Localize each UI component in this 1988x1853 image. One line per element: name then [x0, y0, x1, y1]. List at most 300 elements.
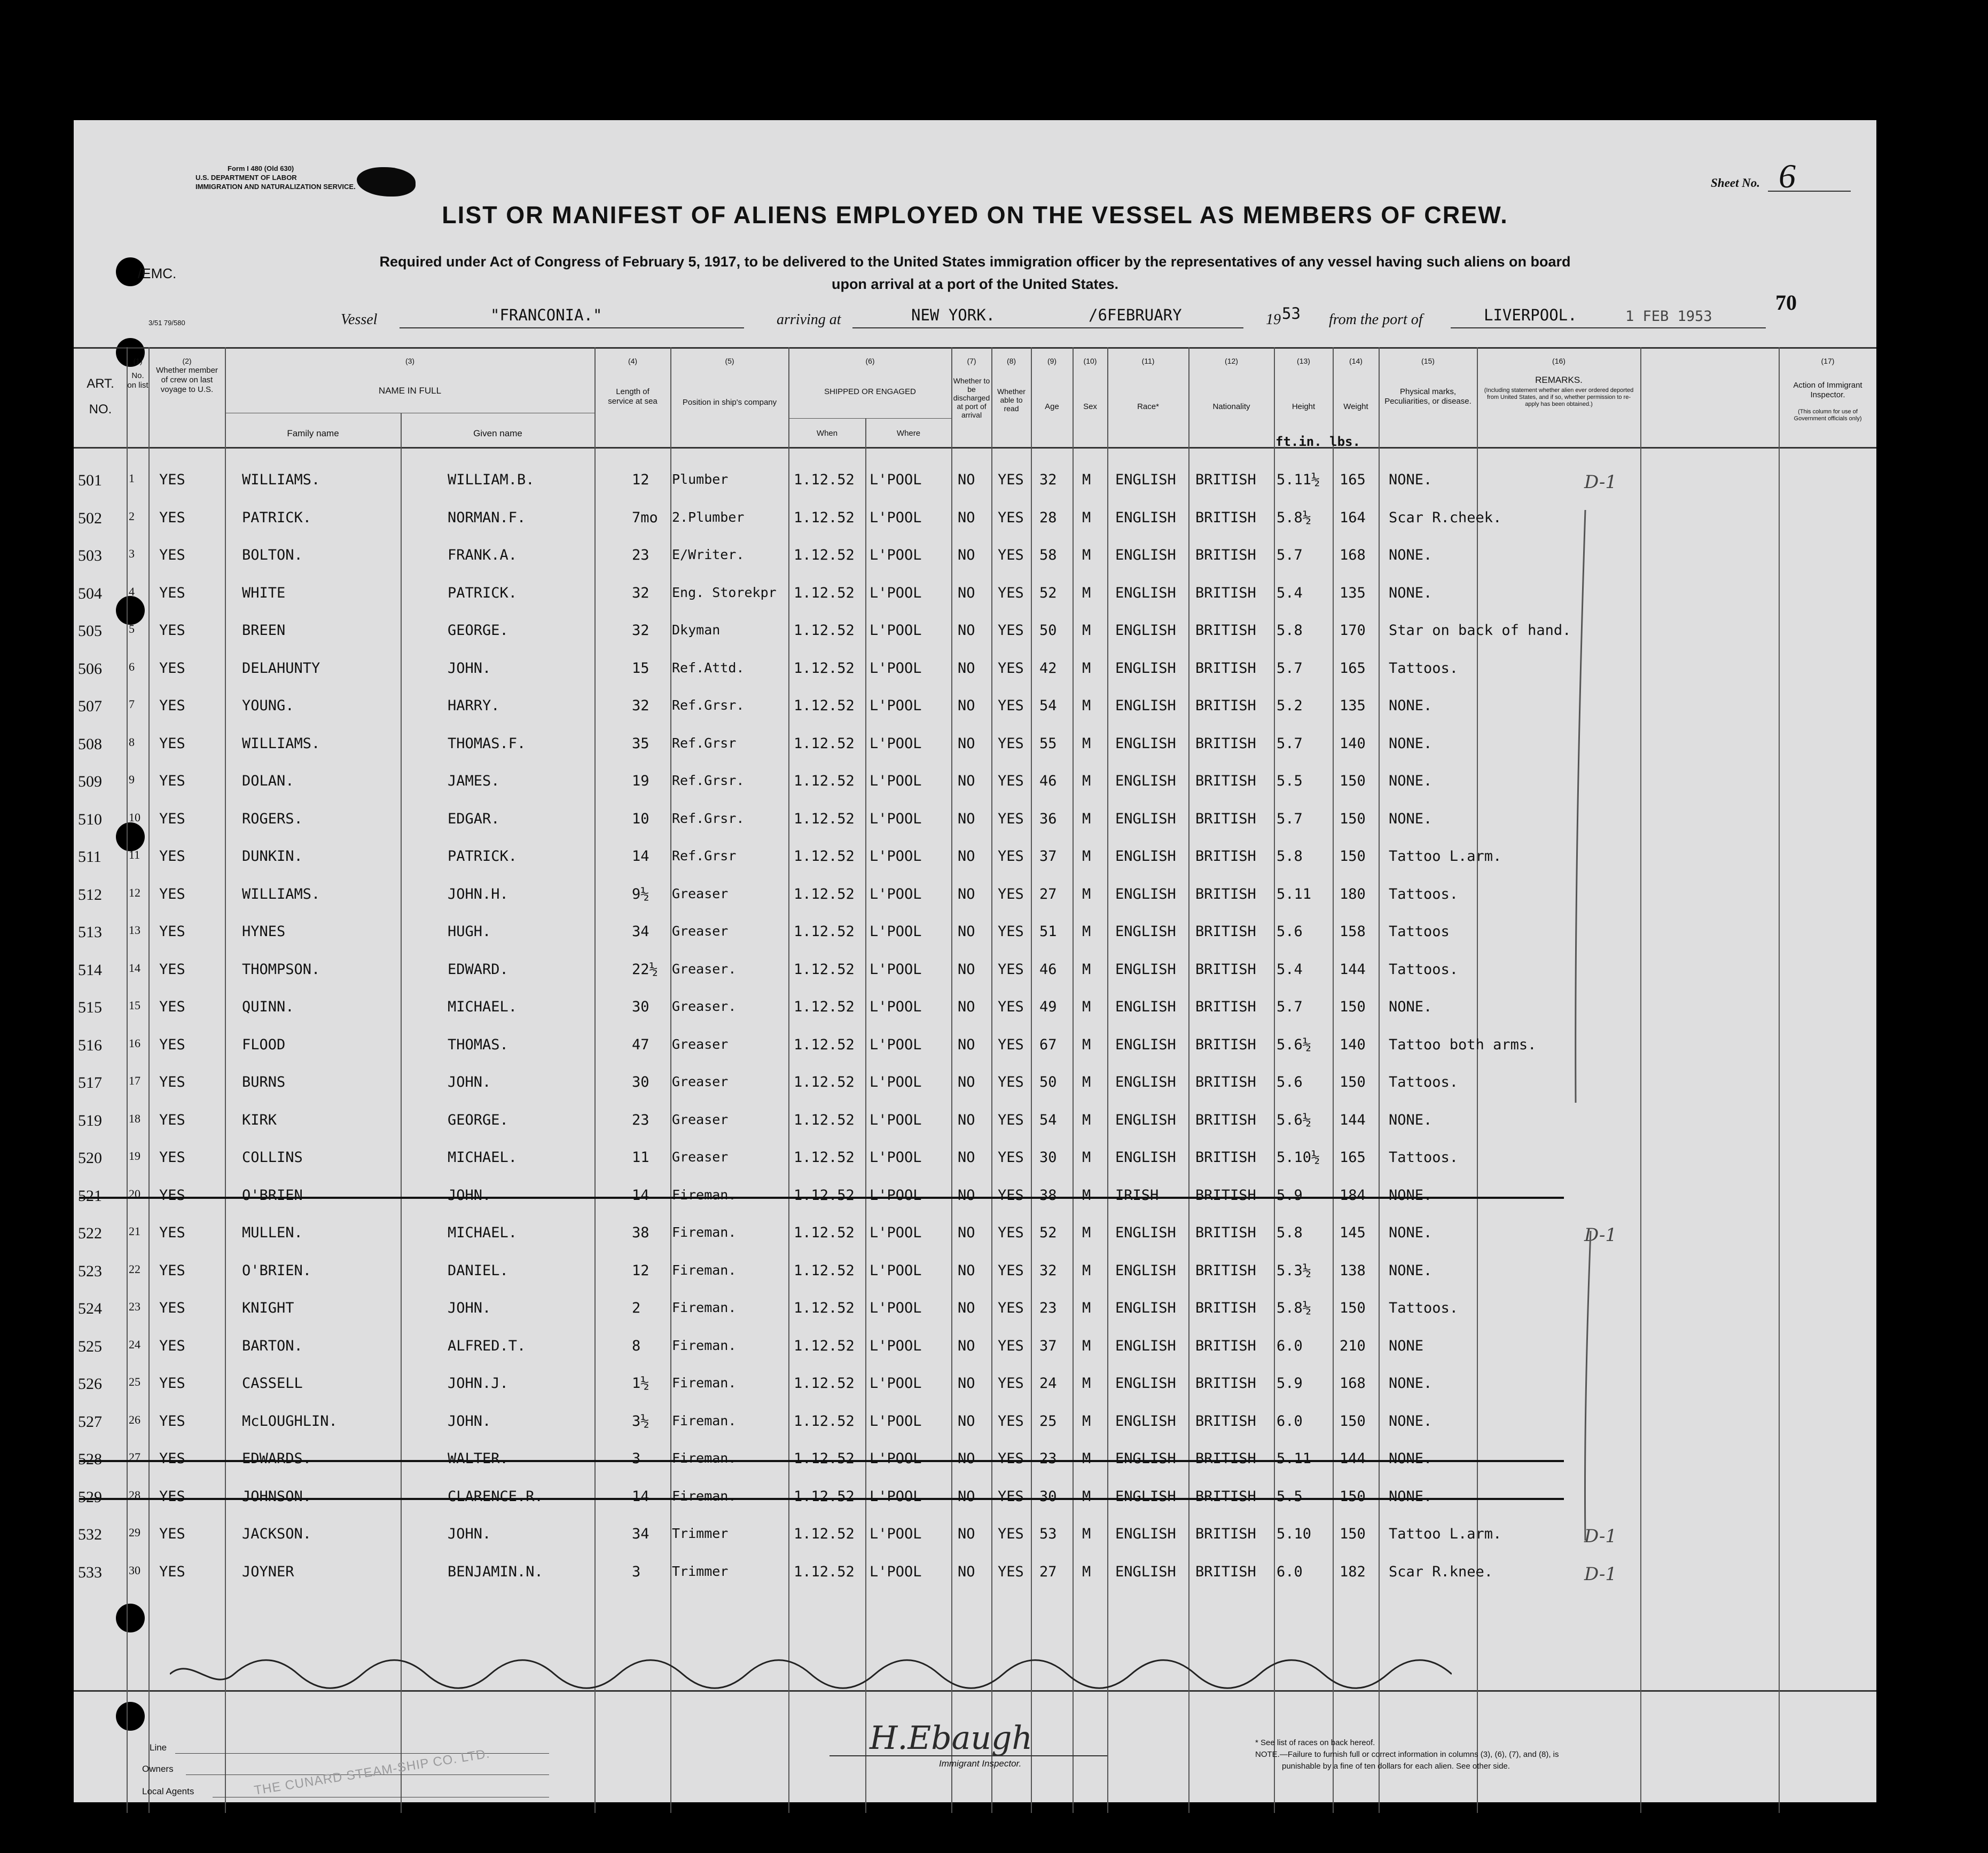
- row-discharged: NO: [958, 1074, 975, 1090]
- row-nationality: BRITISH: [1195, 848, 1256, 865]
- row-race: ENGLISH: [1115, 923, 1176, 940]
- row-sex: M: [1082, 1111, 1091, 1128]
- form-line: U.S. DEPARTMENT OF LABOR: [195, 174, 297, 182]
- row-physical-marks: NONE.: [1389, 1111, 1433, 1128]
- row-family-name: BOLTON.: [242, 547, 303, 563]
- row-list-no: 29: [129, 1526, 140, 1539]
- row-physical-marks: NONE.: [1389, 547, 1433, 563]
- row-nationality: BRITISH: [1195, 961, 1256, 978]
- row-list-no: 21: [129, 1224, 140, 1238]
- row-position: Ref.Grsr: [672, 848, 737, 863]
- row-when: 1.12.52: [794, 923, 855, 940]
- row-height: 5.9: [1277, 1187, 1303, 1204]
- row-race: ENGLISH: [1115, 1036, 1176, 1053]
- row-given-name: THOMAS.: [448, 1036, 508, 1053]
- row-where: L'POOL: [870, 697, 922, 714]
- row-nationality: BRITISH: [1195, 1074, 1256, 1090]
- row-list-no: 30: [129, 1563, 140, 1577]
- row-age: 30: [1039, 1149, 1057, 1166]
- manifest-page: [74, 120, 1876, 1802]
- row-position: Fireman.: [672, 1337, 737, 1353]
- row-height: 5.7: [1277, 810, 1303, 827]
- row-art-no: 509: [78, 773, 102, 790]
- row-race: ENGLISH: [1115, 1300, 1176, 1316]
- row-weight: 150: [1340, 1300, 1366, 1316]
- row-where: L'POOL: [870, 1187, 922, 1204]
- col-header-service: Length of service at sea: [608, 387, 658, 406]
- row-position: Eng. Storekpr: [672, 584, 777, 600]
- row-when: 1.12.52: [794, 509, 855, 526]
- row-service: 35: [632, 735, 649, 752]
- row-position: Fireman.: [672, 1412, 737, 1428]
- row-physical-marks: Tattoos.: [1389, 1074, 1459, 1090]
- row-previous-voyage: YES: [159, 547, 185, 563]
- row-art-no: 529: [78, 1488, 102, 1506]
- row-discharged: NO: [958, 622, 975, 639]
- row-when: 1.12.52: [794, 1149, 855, 1166]
- row-discharged: NO: [958, 1563, 975, 1580]
- row-age: 24: [1039, 1375, 1057, 1392]
- row-race: ENGLISH: [1115, 961, 1176, 978]
- row-service: 22½: [632, 961, 658, 978]
- row-physical-marks: NONE.: [1389, 584, 1433, 601]
- col-header-when: When: [816, 429, 838, 438]
- row-family-name: THOMPSON.: [242, 961, 320, 978]
- row-position: Fireman.: [672, 1262, 737, 1278]
- row-art-no: 501: [78, 472, 102, 489]
- row-weight: 168: [1340, 1375, 1366, 1392]
- row-where: L'POOL: [870, 622, 922, 639]
- row-weight: 145: [1340, 1224, 1366, 1241]
- row-art-no: 504: [78, 584, 102, 602]
- row-previous-voyage: YES: [159, 622, 185, 639]
- row-sex: M: [1082, 1375, 1091, 1392]
- col-header-nationality: Nationality: [1212, 402, 1250, 411]
- row-read: YES: [998, 961, 1024, 978]
- row-height: 5.7: [1277, 547, 1303, 563]
- col-header-race: Race*: [1137, 402, 1159, 411]
- row-list-no: 17: [129, 1074, 140, 1087]
- row-when: 1.12.52: [794, 773, 855, 789]
- vessel-underline: [400, 327, 744, 328]
- row-read: YES: [998, 659, 1024, 677]
- arriving-label: arriving at: [777, 311, 841, 328]
- row-given-name: EDGAR.: [448, 810, 500, 827]
- row-family-name: BARTON.: [242, 1337, 303, 1354]
- row-sex: M: [1082, 1412, 1091, 1430]
- row-nationality: BRITISH: [1195, 622, 1256, 639]
- row-service: 10: [632, 810, 649, 827]
- row-nationality: BRITISH: [1195, 1412, 1256, 1430]
- col-number: (2): [182, 357, 192, 365]
- row-discharged: NO: [958, 1526, 975, 1542]
- row-service: 3½: [632, 1412, 649, 1430]
- row-read: YES: [998, 885, 1024, 902]
- row-height: 5.7: [1277, 735, 1303, 752]
- row-when: 1.12.52: [794, 1526, 855, 1542]
- row-family-name: WILLIAMS.: [242, 885, 320, 902]
- row-given-name: WILLIAM.B.: [448, 472, 535, 488]
- row-physical-marks: NONE.: [1389, 1224, 1433, 1241]
- row-nationality: BRITISH: [1195, 1036, 1256, 1053]
- row-weight: 150: [1340, 1412, 1366, 1430]
- row-race: ENGLISH: [1115, 810, 1176, 827]
- col-header-height: Height: [1292, 402, 1316, 411]
- row-when: 1.12.52: [794, 999, 855, 1015]
- inspector-signature: H.Ebaugh: [870, 1719, 1033, 1757]
- row-race: ENGLISH: [1115, 1224, 1176, 1241]
- row-where: L'POOL: [870, 1149, 922, 1166]
- penalty-note: NOTE.—Failure to furnish full or correct information in columns (3), (6), (7), and (8), is: [1255, 1750, 1559, 1759]
- row-nationality: BRITISH: [1195, 1187, 1256, 1204]
- row-where: L'POOL: [870, 1375, 922, 1392]
- arriving-port: NEW YORK.: [911, 306, 996, 324]
- punch-hole: [116, 1702, 145, 1731]
- row-list-no: 22: [129, 1262, 140, 1276]
- row-list-no: 13: [129, 923, 140, 937]
- row-race: IRISH: [1115, 1187, 1159, 1204]
- col-number: (15): [1421, 357, 1435, 365]
- row-discharged: NO: [958, 1224, 975, 1241]
- row-race: ENGLISH: [1115, 1262, 1176, 1279]
- row-height: 5.3½: [1277, 1262, 1312, 1279]
- row-read: YES: [998, 923, 1024, 940]
- row-nationality: BRITISH: [1195, 1337, 1256, 1354]
- row-race: ENGLISH: [1115, 472, 1176, 488]
- row-height: 5.2: [1277, 697, 1303, 714]
- row-family-name: ROGERS.: [242, 810, 303, 827]
- row-race: ENGLISH: [1115, 584, 1176, 601]
- row-age: 50: [1039, 622, 1057, 639]
- row-race: ENGLISH: [1115, 1412, 1176, 1430]
- row-nationality: BRITISH: [1195, 1526, 1256, 1542]
- row-nationality: BRITISH: [1195, 1450, 1256, 1467]
- col-header-remarks-note: (Including statement whether alien ever ordered deported from United States, and if so, whether permission to re-apply has been obtained.): [1484, 387, 1634, 407]
- row-physical-marks: Tattoos: [1389, 923, 1450, 940]
- row-art-no: 521: [78, 1187, 102, 1205]
- row-race: ENGLISH: [1115, 1563, 1176, 1580]
- row-previous-voyage: YES: [159, 999, 185, 1015]
- row-previous-voyage: YES: [159, 1262, 185, 1279]
- row-race: ENGLISH: [1115, 773, 1176, 789]
- row-sex: M: [1082, 1036, 1091, 1053]
- row-previous-voyage: YES: [159, 885, 185, 902]
- row-read: YES: [998, 1036, 1024, 1053]
- row-position: E/Writer.: [672, 547, 745, 562]
- row-weight: 140: [1340, 735, 1366, 752]
- row-service: 3: [632, 1450, 641, 1467]
- row-art-no: 522: [78, 1224, 102, 1242]
- row-position: Ref.Grsr.: [672, 697, 745, 713]
- row-list-no: 23: [129, 1300, 140, 1313]
- manifest-subtitle: upon arrival at a port of the United States.: [831, 276, 1119, 292]
- row-service: 2: [632, 1300, 641, 1316]
- row-physical-marks: Star on back of hand.: [1389, 622, 1571, 639]
- row-height: 5.4: [1277, 584, 1303, 601]
- row-previous-voyage: YES: [159, 509, 185, 526]
- row-where: L'POOL: [870, 1224, 922, 1241]
- row-sex: M: [1082, 1187, 1091, 1204]
- signature-underline: [829, 1755, 1107, 1756]
- row-race: ENGLISH: [1115, 547, 1176, 563]
- row-where: L'POOL: [870, 1337, 922, 1354]
- row-read: YES: [998, 1488, 1024, 1505]
- col-header-name: NAME IN FULL: [378, 386, 442, 396]
- row-discharged: NO: [958, 1412, 975, 1430]
- row-age: 46: [1039, 773, 1057, 789]
- row-position: Fireman.: [672, 1375, 737, 1391]
- row-where: L'POOL: [870, 1111, 922, 1128]
- col-number: (9): [1047, 357, 1057, 365]
- ink-blot: [357, 167, 416, 197]
- row-given-name: GEORGE.: [448, 1111, 508, 1128]
- row-discharged: NO: [958, 1149, 975, 1166]
- row-art-no: 528: [78, 1450, 102, 1468]
- row-discharged: NO: [958, 1036, 975, 1053]
- row-list-no: 12: [129, 885, 140, 899]
- row-service: 1½: [632, 1375, 649, 1392]
- row-race: ENGLISH: [1115, 697, 1176, 714]
- row-service: 15: [632, 659, 649, 677]
- row-physical-marks: NONE.: [1389, 1488, 1433, 1505]
- row-position: Greaser: [672, 1036, 729, 1052]
- row-weight: 144: [1340, 1111, 1366, 1128]
- row-age: 50: [1039, 1074, 1057, 1090]
- col-number: (5): [725, 357, 734, 365]
- col-header-weight: Weight: [1343, 402, 1368, 411]
- row-height: 5.8: [1277, 622, 1303, 639]
- row-physical-marks: Tattoos.: [1389, 1300, 1459, 1316]
- row-given-name: MICHAEL.: [448, 1149, 518, 1166]
- row-when: 1.12.52: [794, 1488, 855, 1505]
- row-read: YES: [998, 1074, 1024, 1090]
- row-physical-marks: NONE.: [1389, 472, 1433, 488]
- row-age: 55: [1039, 735, 1057, 752]
- row-age: 30: [1039, 1488, 1057, 1505]
- row-family-name: KNIGHT: [242, 1300, 294, 1316]
- row-read: YES: [998, 1300, 1024, 1316]
- row-height: 5.6: [1277, 923, 1303, 940]
- row-weight: 150: [1340, 1488, 1366, 1505]
- row-list-no: 2: [129, 509, 135, 523]
- row-family-name: CASSELL: [242, 1375, 303, 1392]
- vessel-name: "FRANCONIA.": [490, 306, 602, 324]
- row-race: ENGLISH: [1115, 885, 1176, 902]
- row-nationality: BRITISH: [1195, 509, 1256, 526]
- col-header-physical-marks: Physical marks, Peculiarities, or disease.: [1384, 387, 1472, 406]
- row-where: L'POOL: [870, 1488, 922, 1505]
- row-list-no: 1: [129, 472, 135, 485]
- row-sex: M: [1082, 547, 1091, 563]
- row-height: 5.10: [1277, 1526, 1312, 1542]
- row-previous-voyage: YES: [159, 1450, 185, 1467]
- row-position: Fireman.: [672, 1187, 737, 1203]
- form-info: [131, 164, 356, 191]
- row-weight: 168: [1340, 547, 1366, 563]
- row-previous-voyage: YES: [159, 472, 185, 488]
- row-family-name: MULLEN.: [242, 1224, 303, 1241]
- row-family-name: YOUNG.: [242, 697, 294, 714]
- row-read: YES: [998, 622, 1024, 639]
- row-read: YES: [998, 773, 1024, 789]
- col-number: (11): [1141, 357, 1155, 365]
- row-sex: M: [1082, 1224, 1091, 1241]
- row-race: ENGLISH: [1115, 1074, 1176, 1090]
- row-family-name: JOYNER: [242, 1563, 294, 1580]
- row-sex: M: [1082, 1262, 1091, 1279]
- row-discharged: NO: [958, 1187, 975, 1204]
- row-weight: 165: [1340, 1149, 1366, 1166]
- from-label: from the port of: [1329, 311, 1423, 328]
- stamp-date: 1 FEB 1953: [1625, 308, 1712, 325]
- row-family-name: HYNES: [242, 923, 286, 940]
- row-discharged: NO: [958, 999, 975, 1015]
- row-previous-voyage: YES: [159, 1187, 185, 1204]
- row-nationality: BRITISH: [1195, 1563, 1256, 1580]
- col-number: (17): [1821, 357, 1835, 365]
- row-physical-marks: Scar R.knee.: [1389, 1563, 1493, 1580]
- row-where: L'POOL: [870, 472, 922, 488]
- row-service: 32: [632, 622, 649, 639]
- row-art-no: 511: [78, 848, 101, 866]
- row-where: L'POOL: [870, 885, 922, 902]
- row-previous-voyage: YES: [159, 1036, 185, 1053]
- row-art-no: 532: [78, 1526, 102, 1543]
- row-sex: M: [1082, 1337, 1091, 1354]
- row-age: 54: [1039, 1111, 1057, 1128]
- col-header-age: Age: [1045, 402, 1059, 411]
- row-given-name: MICHAEL.: [448, 999, 518, 1015]
- row-read: YES: [998, 1450, 1024, 1467]
- row-height: 5.5: [1277, 773, 1303, 789]
- row-read: YES: [998, 735, 1024, 752]
- row-art-no: 513: [78, 923, 102, 941]
- row-family-name: QUINN.: [242, 999, 294, 1015]
- col-header-discharged: Whether to be discharged at port of arrival: [953, 376, 990, 419]
- row-discharged: NO: [958, 1337, 975, 1354]
- row-given-name: JOHN.: [448, 1187, 491, 1204]
- row-nationality: BRITISH: [1195, 810, 1256, 827]
- row-list-no: 5: [129, 622, 135, 635]
- row-read: YES: [998, 1412, 1024, 1430]
- row-family-name: KIRK: [242, 1111, 277, 1128]
- row-family-name: DELAHUNTY: [242, 659, 320, 677]
- row-physical-marks: Tattoo L.arm.: [1389, 1526, 1502, 1542]
- row-age: 49: [1039, 999, 1057, 1015]
- row-position: Ref.Grsr: [672, 735, 737, 751]
- manifest-title: LIST OR MANIFEST OF ALIENS EMPLOYED ON THE VESSEL AS MEMBERS OF CREW.: [442, 201, 1508, 229]
- row-family-name: BREEN: [242, 622, 286, 639]
- row-art-no: 524: [78, 1300, 102, 1317]
- row-position: Fireman.: [672, 1300, 737, 1315]
- row-remark: D-1: [1584, 1526, 1617, 1547]
- vessel-label: Vessel: [341, 311, 378, 328]
- remark-pencil-strokes: [1516, 462, 1655, 1637]
- row-age: 36: [1039, 810, 1057, 827]
- units-label: ft.in. lbs.: [1275, 434, 1360, 449]
- row-height: 5.5: [1277, 1488, 1303, 1505]
- row-read: YES: [998, 810, 1024, 827]
- row-race: ENGLISH: [1115, 735, 1176, 752]
- row-age: 42: [1039, 659, 1057, 677]
- row-list-no: 27: [129, 1450, 140, 1464]
- row-height: 5.4: [1277, 961, 1303, 978]
- row-race: ENGLISH: [1115, 659, 1176, 677]
- row-art-no: 502: [78, 509, 102, 527]
- row-when: 1.12.52: [794, 659, 855, 677]
- row-service: 19: [632, 773, 649, 789]
- row-sex: M: [1082, 1450, 1091, 1467]
- row-read: YES: [998, 547, 1024, 563]
- row-remark: D-1: [1584, 472, 1617, 493]
- row-physical-marks: Tattoo L.arm.: [1389, 848, 1502, 865]
- col-number: (14): [1349, 357, 1363, 365]
- row-position: Greaser: [672, 1111, 729, 1127]
- row-given-name: PATRICK.: [448, 584, 518, 601]
- row-weight: 182: [1340, 1563, 1366, 1580]
- row-read: YES: [998, 509, 1024, 526]
- row-physical-marks: NONE.: [1389, 810, 1433, 827]
- row-nationality: BRITISH: [1195, 735, 1256, 752]
- row-service: 11: [632, 1149, 649, 1166]
- row-age: 58: [1039, 547, 1057, 563]
- row-age: 38: [1039, 1187, 1057, 1204]
- row-given-name: JOHN.: [448, 1300, 491, 1316]
- row-nationality: BRITISH: [1195, 999, 1256, 1015]
- row-art-no: 533: [78, 1563, 102, 1581]
- row-age: 32: [1039, 472, 1057, 488]
- small-code: 3/51 79/580: [148, 319, 185, 327]
- row-weight: 150: [1340, 848, 1366, 865]
- row-where: L'POOL: [870, 1412, 922, 1430]
- row-read: YES: [998, 1375, 1024, 1392]
- row-family-name: McLOUGHLIN.: [242, 1412, 338, 1430]
- row-position: Greaser.: [672, 999, 737, 1014]
- row-previous-voyage: YES: [159, 773, 185, 789]
- inspector-label: Immigrant Inspector.: [939, 1758, 1022, 1769]
- row-when: 1.12.52: [794, 472, 855, 488]
- row-when: 1.12.52: [794, 1074, 855, 1090]
- row-when: 1.12.52: [794, 1375, 855, 1392]
- row-position: Greaser: [672, 1149, 729, 1165]
- row-position: Greaser: [672, 1074, 729, 1089]
- row-where: L'POOL: [870, 961, 922, 978]
- row-where: L'POOL: [870, 1262, 922, 1279]
- row-where: L'POOL: [870, 773, 922, 789]
- row-art-no: 527: [78, 1412, 102, 1431]
- row-service: 12: [632, 472, 649, 488]
- row-family-name: PATRICK.: [242, 509, 312, 526]
- row-sex: M: [1082, 1149, 1091, 1166]
- row-position: Ref.Attd.: [672, 659, 745, 676]
- row-list-no: 4: [129, 584, 135, 598]
- row-where: L'POOL: [870, 923, 922, 940]
- row-race: ENGLISH: [1115, 1149, 1176, 1166]
- row-position: Trimmer: [672, 1526, 729, 1541]
- row-weight: 164: [1340, 509, 1366, 526]
- row-where: L'POOL: [870, 1450, 922, 1467]
- row-nationality: BRITISH: [1195, 1488, 1256, 1505]
- arrival-date: /6FEBRUARY: [1089, 306, 1182, 324]
- row-sex: M: [1082, 584, 1091, 601]
- row-list-no: 14: [129, 961, 140, 975]
- row-height: 5.11: [1277, 885, 1312, 902]
- row-discharged: NO: [958, 547, 975, 563]
- row-weight: 165: [1340, 472, 1366, 488]
- row-race: ENGLISH: [1115, 848, 1176, 865]
- row-previous-voyage: YES: [159, 810, 185, 827]
- col-number: (12): [1225, 357, 1238, 365]
